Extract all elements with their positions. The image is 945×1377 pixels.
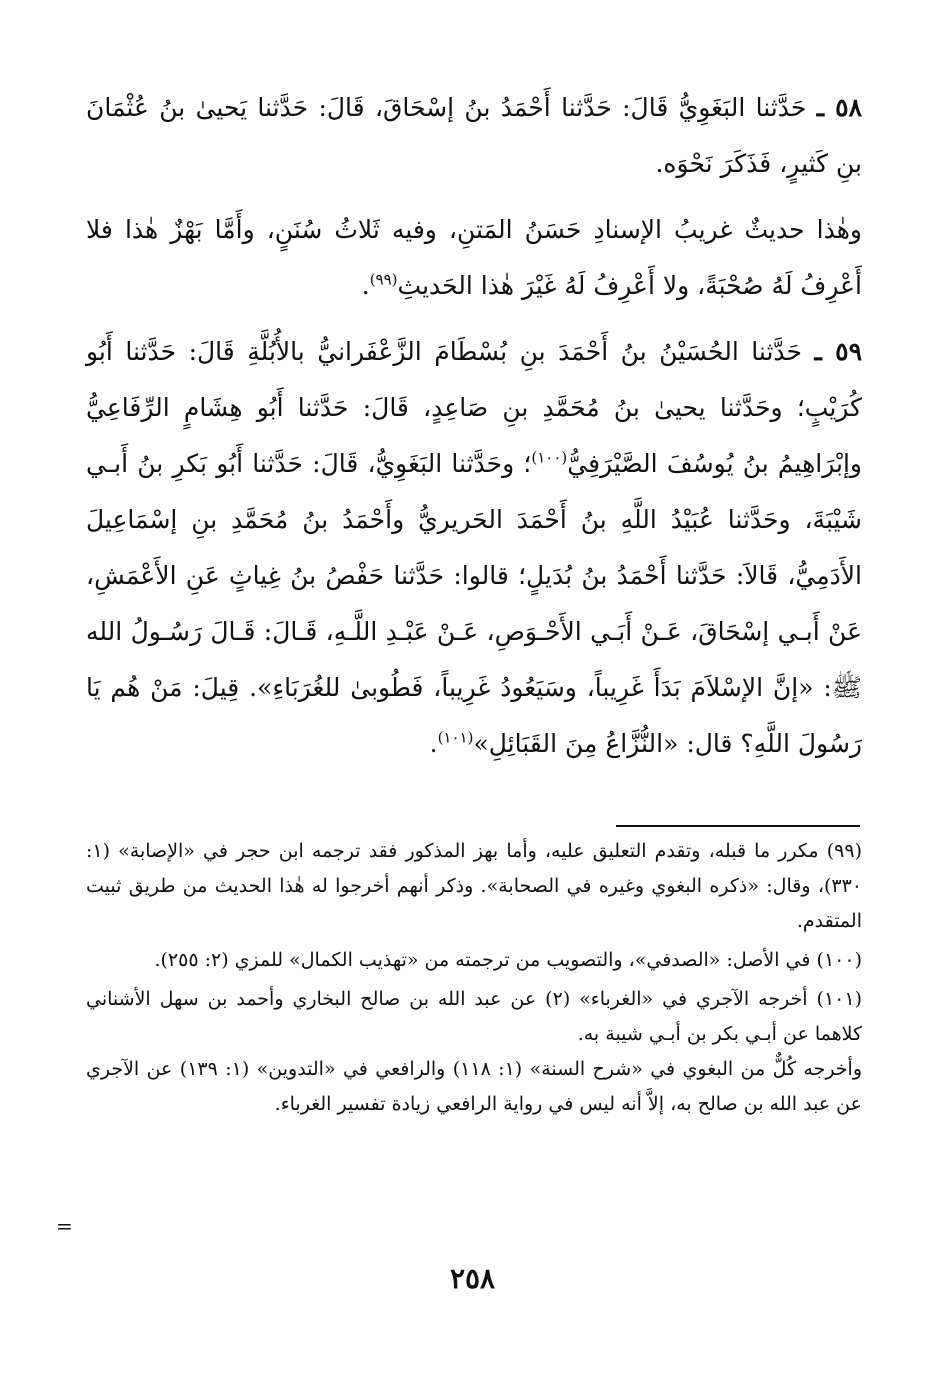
paragraph-59 <box>86 324 862 772</box>
footnote-reference[interactable]: (١٠٠) <box>531 448 568 467</box>
paragraph-text: حَدَّثنا البَغَوِيُّ قَالَ: حَدَّثنا أَحْمَدُ بنُ إسْحَاقَ، قَالَ: حَدَّثنا يَحيىٰ بنُ عُثْمَانَ بنِ كَثيرٍ، فَذَكَرَ نَحْوَه. <box>86 93 862 178</box>
continuation-mark: = <box>56 1214 73 1238</box>
paragraph-text: وهٰذا حديثٌ غريبُ الإسنادِ حَسَنُ المَتنِ، وفيه ثَلاثُ سُنَنٍ، وأَمَّا بَهْزٌ هٰذا فلا أَعْرِفُ لَهُ صُحْبَةً، ولا أَعْرِفُ لَهُ غَيْرَ هٰذا الحَديثِ <box>86 215 862 300</box>
paragraph-text: حَدَّثنا الحُسَيْنُ بنُ أَحْمَدَ بنِ بُسْطَامَ الزَّعْفَرانيُّ بالأُبُلَّةِ قَالَ: حَدَّثنا أَبُو كُرَيْبٍ؛ وحَدَّثنا يحيىٰ بنُ مُحَمَّدِ بنِ صَاعِدٍ، قَالَ: حَدَّثنا أَبُو هِشَامٍ الرِّفَاعِيُّ وإبْرَاهِيمُ بنُ يُوسُفَ الصَّيْرَفِيُّ <box>86 337 863 478</box>
footnote-99 <box>86 834 862 939</box>
footnote-text: وأخرجه كُلٌّ من البغوي في «شرح السنة» (١: ١١٨) والرافعي في «التدوين» (١: ١٣٩) عن الآجري عن عبد الله بن صالح به، إلاَّ أنه ليس في رواية الرافعي زيادة تفسير الغرباء. <box>86 1058 862 1115</box>
footnote-marker: (١٠١) <box>816 988 862 1010</box>
footnote-text: مكرر ما قبله، وتقدم التعليق عليه، وأما بهز المذكور فقد ترجمه ابن حجر في «الإصابة» (١: ٣٣٠)، وقال: «ذكره البغوي وغيره في الصحابة». وذكر أنهم أخرجوا له هٰذا الحديث من طريق ثبيت المتقدم. <box>86 840 862 932</box>
paragraph-end: . <box>361 271 370 300</box>
footnote-divider <box>616 825 860 827</box>
footnote-reference[interactable]: (١٠١) <box>437 728 474 747</box>
hadith-number: ٥٩ ـ <box>814 337 863 366</box>
footnote-reference[interactable]: (٩٩) <box>369 270 398 289</box>
footnote-text: أخرجه الآجري في «الغرباء» (٢) عن عبد الله بن صالح البخاري وأحمد بن سهل الأشناني كلاهما عن أبـي بكر بن أبـي شيبة به. <box>86 988 862 1045</box>
footnote-101-continued <box>86 1052 862 1122</box>
paragraph-end: . <box>429 729 438 758</box>
main-text <box>86 80 862 772</box>
footnote-101 <box>86 982 862 1052</box>
paragraph-text: ؛ وحَدَّثنا البَغَوِيُّ، قَالَ: حَدَّثنا أَبُو بَكرِ بنُ أَبـي شَيْبَةَ، وحَدَّثنا عُبَيْدُ اللَّهِ بنُ أَحْمَدَ الحَريريُّ وأَحْمَدُ بنُ مُحَمَّدِ بنِ إسْمَاعِيلَ الأَدَمِيُّ، قَالاَ: حَدَّثنا أَحْمَدُ بنُ بُدَيلٍ؛ قالوا: حَدَّثنا حَفْصُ بنُ غِياثٍ عَنِ الأَعْمَشِ، عَنْ أَبـي إسْحَاقَ، عَـنْ أَبَـي الأَحْـوَصِ، عَـنْ عَبْـدِ اللَّـهِ، قَـالَ: قَـالَ رَسُـولُ الله ﷺ: «إنَّ الإسْلاَمَ بَدَأَ غَرِيباً، وسَيَعُودُ غَرِيباً، فَطُوبىٰ للغُرَبَاءِ». قِيلَ: مَنْ هُم يَا رَسُولَ اللَّهِ؟ قال: «النُّزَّاعُ مِنَ القَبَائِلِ» <box>86 449 862 758</box>
page-number: ٢٥٨ <box>449 1262 496 1295</box>
paragraph-commentary <box>86 202 862 314</box>
footnotes <box>86 834 862 1122</box>
footnote-marker: (١٠٠) <box>816 949 862 971</box>
footnote-text: في الأصل: «الصدفي»، والتصويب من ترجمته من «تهذيب الكمال» للمزي (٢: ٢٥٥). <box>154 949 811 971</box>
footnote-100 <box>86 943 862 978</box>
paragraph-58 <box>86 80 862 192</box>
hadith-number: ٥٨ ـ <box>816 93 862 122</box>
footnote-marker: (٩٩) <box>826 840 863 862</box>
